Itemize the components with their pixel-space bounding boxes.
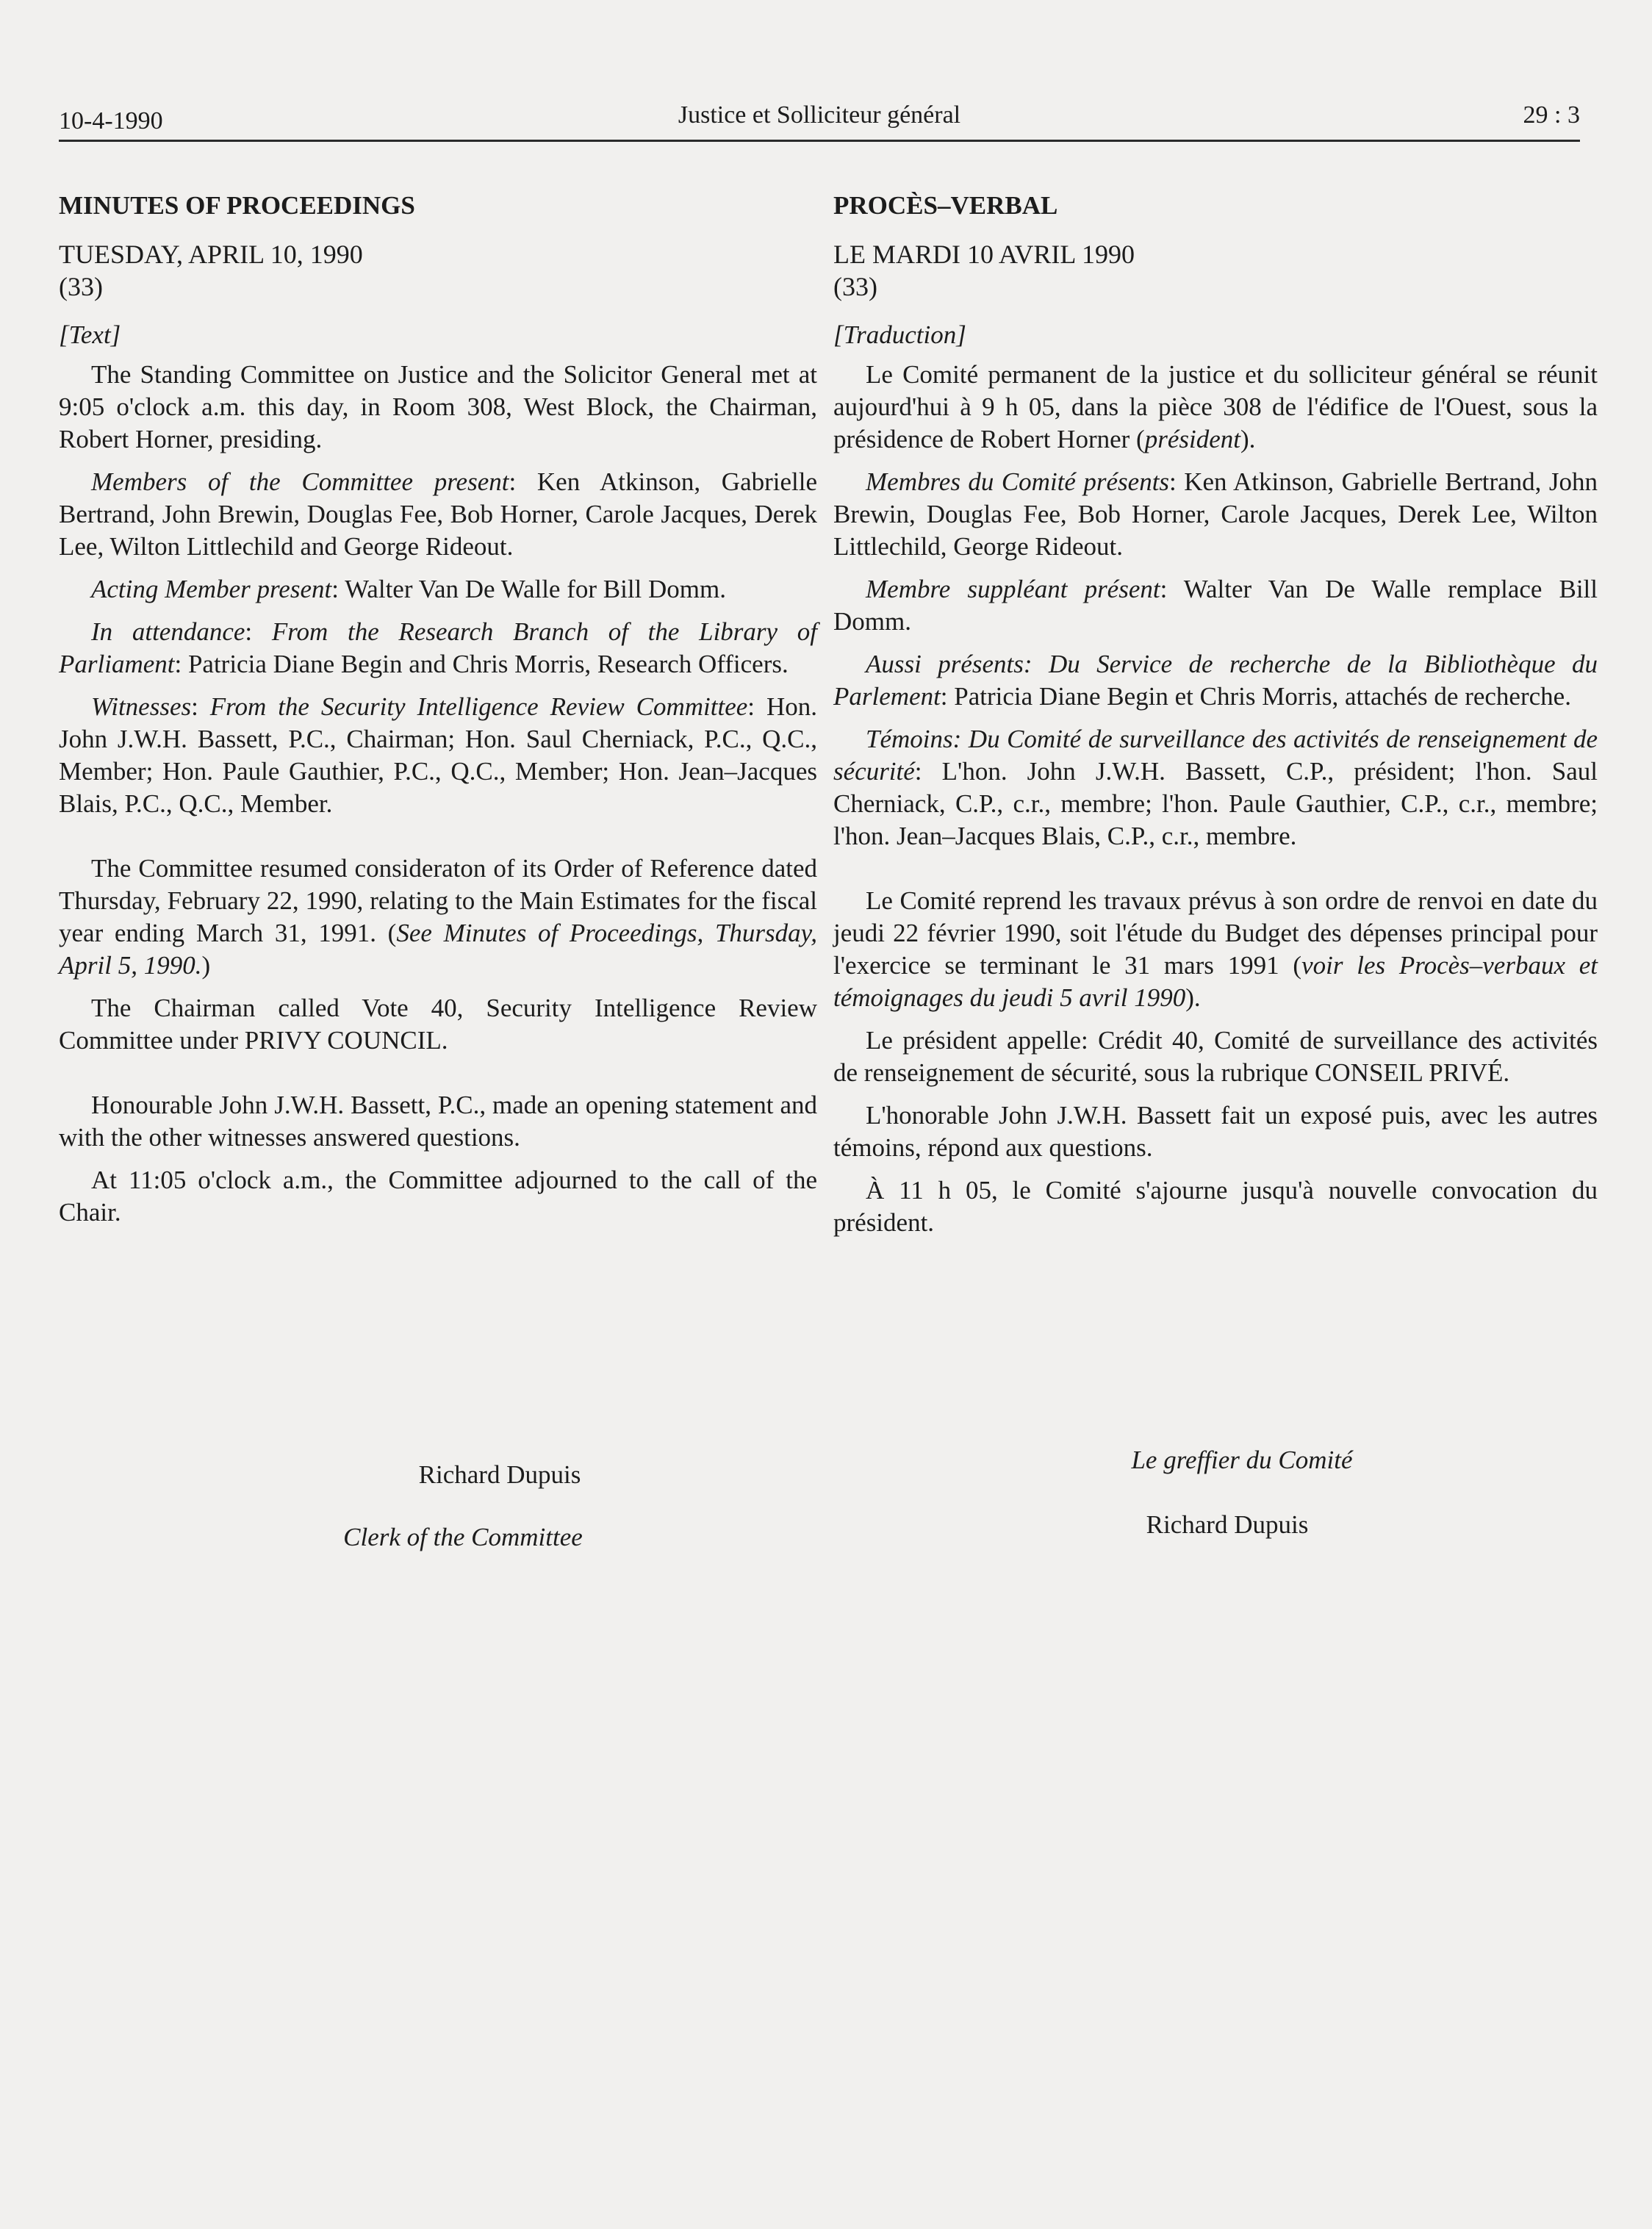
french-witnesses-text: : L'hon. John J.W.H. Bassett, C.P., président; l'hon. Saul Cherniack, C.P., c.r., membre; l'hon. Paule Gauthier, C.P., c.r., membre; l'hon. Jean–Jacques Blais, C.P., c.r., membre. [833, 757, 1598, 850]
english-acting-label: Acting Member present [91, 575, 332, 603]
french-column [833, 190, 1598, 1249]
french-paragraph-vote: Le président appelle: Crédit 40, Comité de surveillance des activités de renseignement de sécurité, sous la rubrique CONSEIL PRIVÉ. [833, 1026, 1598, 1087]
english-attendance-label: In attendance [91, 617, 245, 646]
header-date: 10-4-1990 [59, 107, 163, 134]
english-order-text: The Committee resumed consideraton of its Order of Reference dated Thursday, February 22, 1990, relating to the Main Estimates for the fiscal year ending March 31, 1991. ( [59, 854, 817, 947]
french-substitute-text: : Walter Van De Walle remplace Bill Domm. [833, 575, 1598, 636]
page-header [59, 88, 1580, 142]
french-paragraph-witnesses [833, 723, 1598, 853]
french-paragraph-attendance [833, 648, 1598, 713]
french-witnesses-label: Témoins [866, 725, 953, 753]
english-members-text: : Ken Atkinson, Gabrielle Bertrand, John Brewin, Douglas Fee, Bob Horner, Carole Jacques, Derek Lee, Wilton Littlechild and George Rideout. [59, 467, 817, 561]
english-order-ref: See Minutes of Proceedings, Thursday, April 5, 1990. [59, 919, 818, 980]
french-substitute-label: Membre suppléant présent [866, 575, 1160, 603]
french-paragraph-adjourn: À 11 h 05, le Comité s'ajourne jusqu'à nouvelle convocation du président. [833, 1176, 1598, 1237]
french-attendance-branch: Du Service de recherche de la Bibliothèque du Parlement [833, 650, 1598, 711]
english-attendance-branch: From the Research Branch of the Library of Parliament [59, 617, 817, 678]
french-order-ref: voir les Procès–verbaux et témoignages du jeudi 5 avril 1990 [833, 951, 1598, 1012]
french-order-end: ). [1185, 983, 1201, 1012]
french-paragraph-substitute [833, 573, 1598, 638]
header-title: Justice et Solliciteur général [678, 101, 961, 129]
english-witnesses-sep: : [191, 692, 210, 721]
english-paragraph-statement: Honourable John J.W.H. Bassett, P.C., made an opening statement and with the other witnesses answered questions. [59, 1091, 817, 1152]
english-attendance-text: : Patricia Diane Begin and Chris Morris, Research Officers. [174, 650, 789, 678]
english-heading: MINUTES OF PROCEEDINGS [59, 191, 415, 220]
french-order-text: Le Comité reprend les travaux prévus à son ordre de renvoi en date du jeudi 22 février 1990, soit l'étude du Budget des dépenses principal pour l'exercice se terminant le 31 mars 1991 ( [833, 886, 1598, 980]
french-paragraph-members [833, 466, 1598, 563]
french-witnesses-sep: : [952, 725, 969, 753]
french-tag: [Traduction] [833, 320, 966, 349]
english-witnesses-body: From the Security Intelligence Review Committee [209, 692, 748, 721]
english-order-end: ) [201, 951, 211, 980]
english-paragraph-vote: The Chairman called Vote 40, Security Intelligence Review Committee under PRIVY COUNCIL. [59, 994, 817, 1055]
english-witnesses-text: : Hon. John J.W.H. Bassett, P.C., Chairman; Hon. Saul Cherniack, P.C., Q.C., Member; Hon. Paule Gauthier, P.C., Q.C., Member; Hon. Jean–Jacques Blais, P.C., Q.C., Member. [59, 692, 817, 818]
english-paragraph-opening: The Standing Committee on Justice and the Solicitor General met at 9:05 o'clock a.m. this day, in Room 308, West Block, the Chairman, Robert Horner, presiding. [59, 360, 817, 453]
french-attendance-label: Aussi présents [866, 650, 1024, 678]
french-date: LE MARDI 10 AVRIL 1990 [833, 240, 1135, 269]
english-signature-name: Richard Dupuis [418, 1460, 581, 1489]
french-paragraph-order [833, 885, 1598, 1014]
french-number: (33) [833, 272, 877, 301]
french-heading: PROCÈS–VERBAL [833, 191, 1058, 220]
english-paragraph-attendance [59, 616, 817, 681]
english-tag: [Text] [59, 320, 121, 349]
french-members-text: : Ken Atkinson, Gabrielle Bertrand, John Brewin, Douglas Fee, Bob Horner, Carole Jacques, Derek Lee, Wilton Littlechild, George Rideout. [833, 467, 1598, 561]
french-paragraph-statement: L'honorable John J.W.H. Bassett fait un exposé puis, avec les autres témoins, répond aux questions. [833, 1101, 1598, 1162]
english-paragraph-order [59, 853, 817, 982]
english-paragraph-witnesses [59, 691, 817, 820]
french-opening-end: ). [1240, 425, 1256, 453]
english-paragraph-acting [59, 573, 817, 606]
english-acting-text: : Walter Van De Walle for Bill Domm. [331, 575, 727, 603]
french-opening-text: Le Comité permanent de la justice et du solliciteur général se réunit aujourd'hui à 9 h 05, dans la pièce 308 de l'édifice de l'Ouest, sous la présidence de Robert Horner ( [833, 360, 1598, 453]
french-members-label: Membres du Comité présents [866, 467, 1170, 496]
english-paragraph-members [59, 466, 817, 563]
french-attendance-text: : Patricia Diane Begin et Chris Morris, attachés de recherche. [940, 682, 1571, 711]
french-opening-role: président [1144, 425, 1240, 453]
english-witnesses-label: Witnesses [91, 692, 192, 721]
english-paragraph-adjourn: At 11:05 o'clock a.m., the Committee adjourned to the call of the Chair. [59, 1166, 817, 1227]
english-column [59, 190, 817, 1239]
english-attendance-sep: : [245, 617, 272, 646]
english-signature-title: Clerk of the Committee [343, 1523, 583, 1551]
french-witnesses-body: Du Comité de surveillance des activités de renseignement de sécurité [833, 725, 1598, 786]
french-paragraph-opening [833, 359, 1598, 456]
english-date: TUESDAY, APRIL 10, 1990 [59, 240, 363, 269]
french-attendance-sep: : [1023, 650, 1049, 678]
english-members-label: Members of the Committee present [91, 467, 509, 496]
header-page-number: 29 : 3 [1523, 101, 1580, 129]
french-signature-name: Richard Dupuis [1146, 1510, 1309, 1539]
french-signature-title: Le greffier du Comité [1131, 1446, 1353, 1474]
english-number: (33) [59, 272, 103, 301]
